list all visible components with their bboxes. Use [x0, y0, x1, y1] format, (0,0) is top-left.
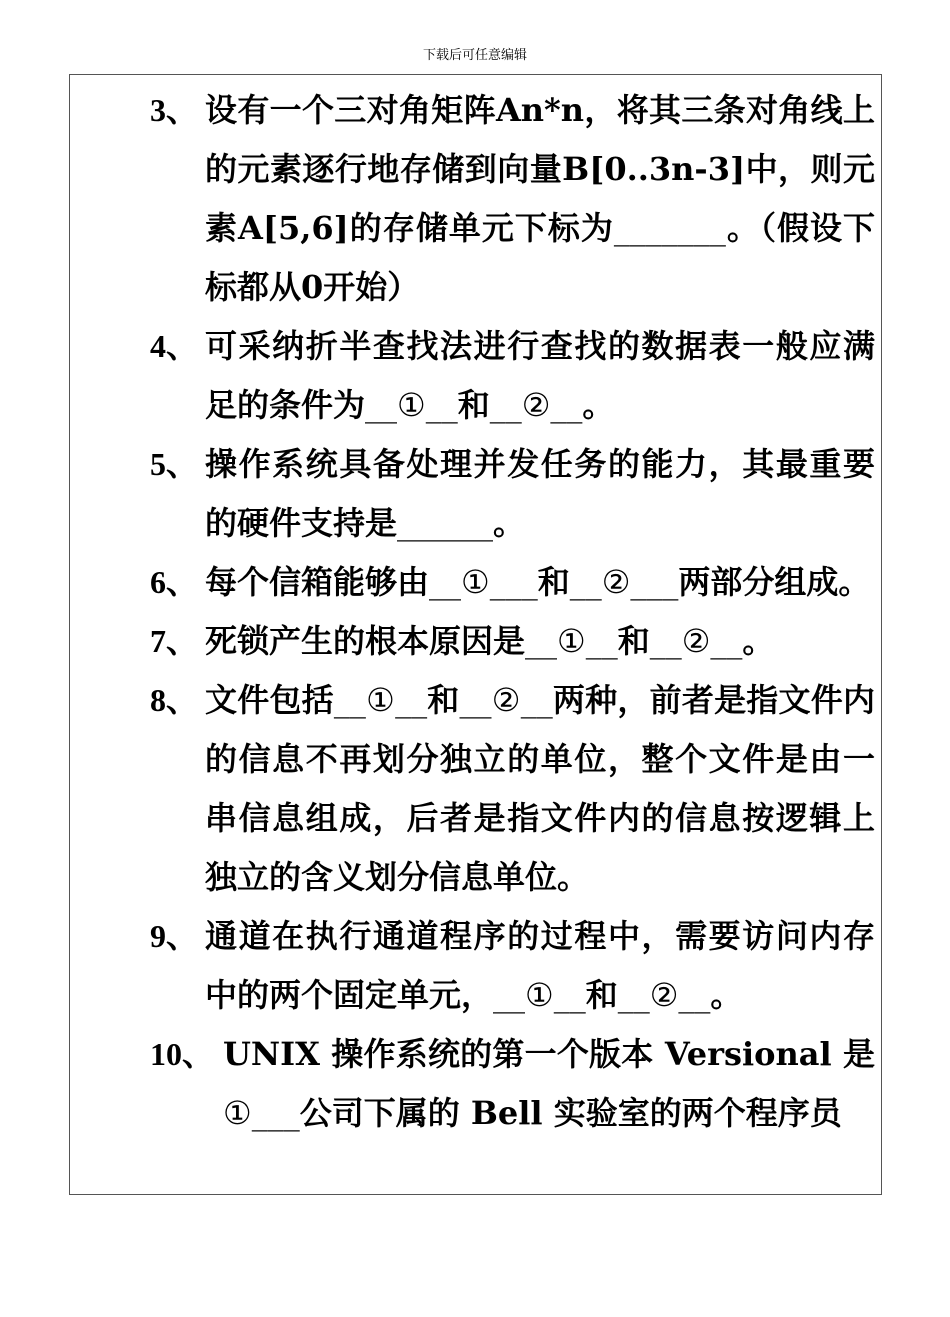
- question-text: 操作系统具备处理并发任务的能力，其最重要的硬件支持是: [205, 445, 875, 542]
- question-3: [150, 81, 875, 317]
- question-number: 8、: [150, 682, 199, 718]
- question-5: [150, 435, 875, 553]
- question-text: 和: [457, 386, 490, 424]
- question-text: 两种，前者是指文件内的信息不再划分独立的单位，整个文件是由一串信息组成，后者是指文件内的信息按逻辑上独立的含义划分信息单位。: [205, 681, 875, 896]
- question-list: [150, 81, 875, 1143]
- question-text: 。: [742, 622, 775, 660]
- answer-blank-1: __①___: [429, 563, 538, 601]
- question-text: 每个信箱能够由: [205, 563, 430, 601]
- question-text: 和: [617, 622, 650, 660]
- question-text: 死锁产生的根本原因是: [205, 622, 526, 660]
- question-text: 设有一个三对角矩阵An*n，将其三条对角线上的元素逐行地存储到向量B[0..3n-3]中，则元素A[5,6]的存储单元下标为: [205, 91, 875, 247]
- answer-blank-1: __①__: [365, 386, 458, 424]
- answer-blank-1: __①__: [525, 622, 618, 660]
- question-text: 文件包括: [205, 681, 334, 719]
- question-10: [150, 1025, 875, 1143]
- question-6: [150, 553, 875, 612]
- question-text: 公司下属的 Bell 实验室的两个程序员: [299, 1094, 842, 1132]
- answer-blank-2: __②___: [569, 563, 679, 601]
- question-number: 7、: [150, 623, 199, 659]
- question-text: 。: [493, 504, 526, 542]
- question-number: 4、: [150, 328, 199, 364]
- question-text: 通道在执行通道程序的过程中，需要访问内存中的两个固定单元，: [205, 917, 875, 1014]
- question-text: 和: [427, 681, 460, 719]
- answer-blank-2: __②__: [459, 681, 553, 719]
- question-text: 。（假设下标都从0开始）: [205, 209, 875, 306]
- question-8: [150, 671, 875, 907]
- answer-blank: ①___: [223, 1094, 300, 1132]
- question-text: 和: [537, 563, 570, 601]
- answer-blank-2: __②__: [649, 622, 743, 660]
- question-text: 可采纳折半查找法进行查找的数据表一般应满足的条件为: [205, 327, 875, 424]
- answer-blank-1: __①__: [493, 976, 586, 1014]
- question-text: 。: [582, 386, 615, 424]
- answer-blank-1: __①__: [333, 681, 428, 719]
- question-7: [150, 612, 875, 671]
- question-number: 5、: [150, 446, 199, 482]
- answer-blank-2: __②__: [489, 386, 583, 424]
- answer-blank: _______: [613, 209, 726, 247]
- question-text: 和: [585, 976, 618, 1014]
- question-4: [150, 317, 875, 435]
- page-header: 下载后可任意编辑: [422, 48, 527, 63]
- answer-blank: ______: [397, 504, 494, 542]
- question-text: 。: [710, 976, 743, 1014]
- question-number: 6、: [150, 564, 199, 600]
- question-text: 两部分组成。: [678, 563, 871, 601]
- content-frame: [69, 74, 882, 1195]
- question-number: 9、: [150, 918, 199, 954]
- question-text: UNIX 操作系统的第一个版本 Versional 是: [223, 1035, 875, 1073]
- question-number: 10、: [150, 1036, 215, 1072]
- question-number: 3、: [150, 92, 199, 128]
- answer-blank-2: __②__: [617, 976, 711, 1014]
- question-9: [150, 907, 875, 1025]
